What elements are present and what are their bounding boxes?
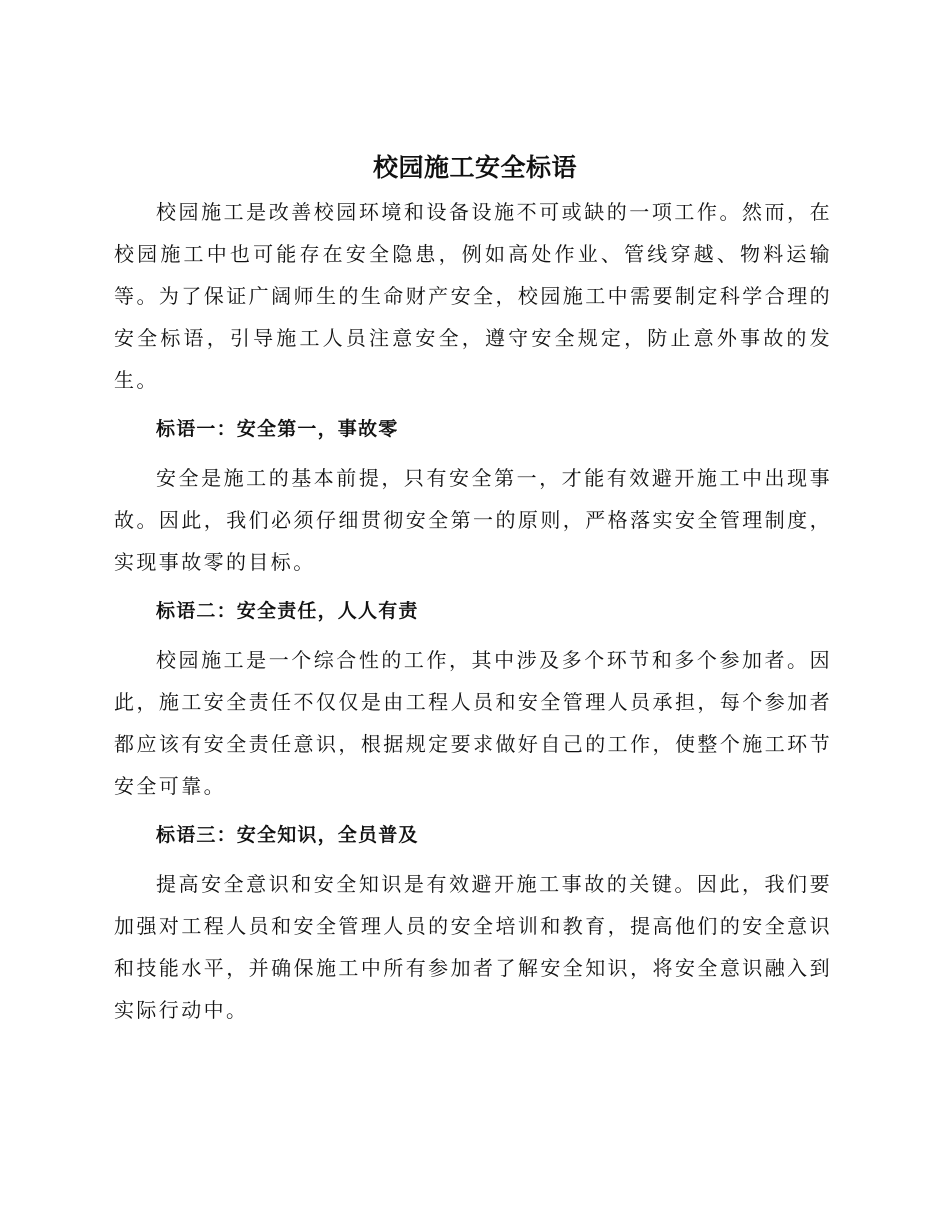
- intro-paragraph: 校园施工是改善校园环境和设备设施不可或缺的一项工作。然而，在校园施工中也可能存在安全隐患，例如高处作业、管线穿越、物料运输等。为了保证广阔师生的生命财产安全，校园施工中需要制定科学合理的安全标语，引导施工人员注意安全，遵守安全规定，防止意外事故的发生。: [114, 200, 832, 392]
- document-body: [114, 191, 832, 1031]
- section-paragraph-1: 安全是施工的基本前提，只有安全第一，才能有效避开施工中出现事故。因此，我们必须仔细贯彻安全第一的原则，严格落实安全管理制度，实现事故零的目标。: [114, 466, 832, 574]
- section-heading-2: 标语二：安全责任，人人有责: [156, 600, 419, 622]
- section-paragraph-3: 提高安全意识和安全知识是有效避开施工事故的关键。因此，我们要加强对工程人员和安全管理人员的安全培训和教育，提高他们的安全意识和技能水平，并确保施工中所有参加者了解安全知识，将安全意识融入到实际行动中。: [114, 872, 832, 1022]
- document-title: 校园施工安全标语: [372, 153, 577, 182]
- section-paragraph-2: 校园施工是一个综合性的工作，其中涉及多个环节和多个参加者。因此，施工安全责任不仅仅是由工程人员和安全管理人员承担，每个参加者都应该有安全责任意识，根据规定要求做好自己的工作，使整个施工环节安全可靠。: [114, 648, 832, 798]
- section-heading-3: 标语三：安全知识，全员普及: [156, 824, 419, 846]
- section-heading-1: 标语一：安全第一，事故零: [156, 418, 399, 440]
